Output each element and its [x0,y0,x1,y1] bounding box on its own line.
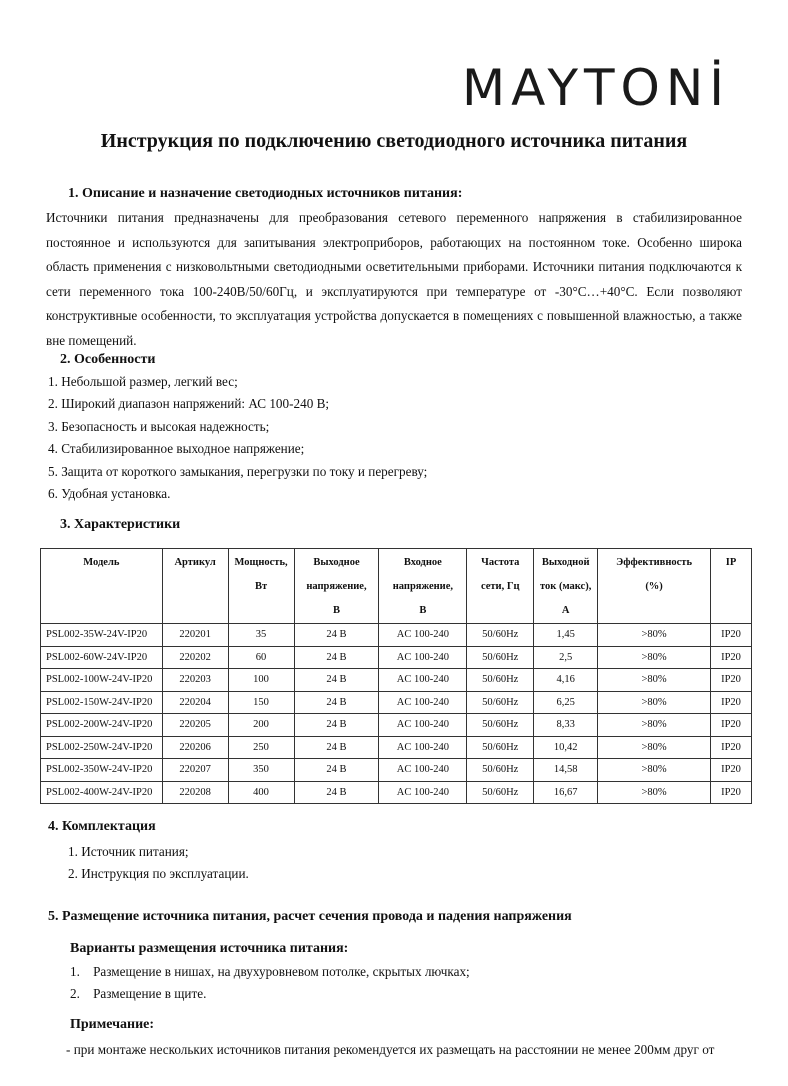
column-header-line: напряжение, [392,581,453,592]
table-cell: PSL002-150W-24V-IP20 [41,691,163,714]
table-cell: 60 [228,646,294,669]
section-1-heading: 1. Описание и назначение светодиодных источников питания: [68,186,463,201]
section-2-heading: 2. Особенности [60,352,156,367]
section-3-heading: 3. Характеристики [60,517,181,532]
column-header-line: ток (макс), [540,581,592,592]
table-row [41,624,752,647]
column-header [41,549,163,624]
column-header-line: сети, Гц [480,581,520,592]
table-cell: AC 100-240 [379,714,467,737]
column-header-line: Эффективность [616,557,693,568]
table-cell: AC 100-240 [379,736,467,759]
table-cell: 50/60Hz [467,669,534,692]
column-header-line: В [419,605,427,616]
table-cell: IP20 [711,714,752,737]
table-cell: >80% [598,691,711,714]
table-cell: 50/60Hz [467,646,534,669]
note-text: - при монтаже нескольких источников питания рекомендуется их размещать на расстоянии не менее 200мм друг от [66,1042,715,1057]
table-cell: PSL002-350W-24V-IP20 [41,759,163,782]
table-cell: PSL002-400W-24V-IP20 [41,781,163,804]
column-header-line: (%) [645,581,663,592]
list-item: 1. Небольшой размер, легкий вес; [48,374,238,389]
table-cell: 1,45 [534,624,598,647]
section-1-text: Источники питания предназначены для преобразования сетевого переменного напряжения в стабилизированное постоянное и используются для запитывания электроприборов, работающих на постоянном токе. Особенно широка область применения с низковольтными светодиодными осветительными приборами. Источники питания подключаются к сети переменного тока 100-240В/50/60Гц, и эксплуатируются при температуре от -30°С…+40°С. Если позволяют конструктивные особенности, то эксплуатация устройства допускается в помещениях с повышенной влажностью, а также вне помещений. [46,210,742,348]
table-cell: 350 [228,759,294,782]
table-row [41,781,752,804]
table-cell: IP20 [711,669,752,692]
table-cell: AC 100-240 [379,691,467,714]
table-cell: 24 В [294,714,379,737]
table-cell: AC 100-240 [379,624,467,647]
column-header [467,549,534,624]
list-item: 1. Размещение в нишах, на двухуровневом потолке, скрытых лючках; [70,964,470,979]
placement-subheading: Варианты размещения источника питания: [70,941,349,956]
table-cell: 24 В [294,759,379,782]
table-cell: 14,58 [534,759,598,782]
list-item: 2. Инструкция по эксплуатации. [68,866,249,882]
table-cell: AC 100-240 [379,781,467,804]
column-header-line: Вт [254,581,268,592]
features-list [48,371,427,505]
table-cell: 220208 [162,781,228,804]
section-4-heading: 4. Комплектация [48,819,156,834]
column-header-line: Выходной [541,557,590,568]
column-header-line: Выходное [313,557,360,568]
table-cell: 150 [228,691,294,714]
table-cell: 10,42 [534,736,598,759]
table-row [41,669,752,692]
table-cell: 4,16 [534,669,598,692]
table-cell: PSL002-35W-24V-IP20 [41,624,163,647]
list-item: 3. Безопасность и высокая надежность; [48,418,270,434]
table-cell: PSL002-100W-24V-IP20 [41,669,163,692]
list-item: 2. Широкий диапазон напряжений: АС 100-240 В; [48,396,330,412]
column-header-line: Частота [481,557,520,568]
table-cell: 100 [228,669,294,692]
table-cell: 2,5 [534,646,598,669]
page-title: Инструкция по подключению светодиодного источника питания [100,130,688,152]
table-cell: 220202 [162,646,228,669]
table-cell: 220205 [162,714,228,737]
table-cell: 50/60Hz [467,759,534,782]
column-header-line: Артикул [174,557,216,568]
table-cell: PSL002-60W-24V-IP20 [41,646,163,669]
column-header-line: Модель [83,557,120,568]
table-cell: >80% [598,646,711,669]
table-cell: AC 100-240 [379,759,467,782]
table-cell: 50/60Hz [467,624,534,647]
column-header [598,549,711,624]
table-cell: 16,67 [534,781,598,804]
specs-table [40,548,752,804]
column-header-line: IP [725,557,737,568]
table-cell: 250 [228,736,294,759]
table-row [41,759,752,782]
table-cell: 35 [228,624,294,647]
table-cell: 24 В [294,646,379,669]
table-cell: >80% [598,759,711,782]
list-item: 4. Стабилизированное выходное напряжение; [48,441,305,457]
table-cell: IP20 [711,781,752,804]
table-cell: PSL002-250W-24V-IP20 [41,736,163,759]
table-cell: 24 В [294,691,379,714]
table-cell: PSL002-200W-24V-IP20 [41,714,163,737]
table-cell: 50/60Hz [467,691,534,714]
table-cell: 50/60Hz [467,736,534,759]
table-cell: >80% [598,736,711,759]
contents-list [68,841,249,886]
column-header-line: Мощность, [234,557,288,568]
table-cell: 50/60Hz [467,781,534,804]
table-cell: IP20 [711,736,752,759]
list-item: 6. Удобная установка. [48,486,171,502]
table-row [41,691,752,714]
table-cell: 220203 [162,669,228,692]
note-heading: Примечание: [70,1017,155,1032]
list-item: 5. Защита от короткого замыкания, перегрузки по току и перегреву; [48,463,428,479]
table-cell: AC 100-240 [379,669,467,692]
placement-list [70,961,470,1006]
table-cell: 6,25 [534,691,598,714]
column-header-line: А [561,605,570,616]
table-row [41,646,752,669]
section-5-heading: 5. Размещение источника питания, расчет сечения провода и падения напряжения [48,909,572,924]
table-row [41,714,752,737]
maytoni-logo: MAYTONİ [462,59,731,117]
table-cell: 8,33 [534,714,598,737]
list-item: 1. Источник питания; [68,844,189,859]
column-header [294,549,379,624]
column-header [228,549,294,624]
column-header [534,549,598,624]
table-cell: >80% [598,781,711,804]
column-header [711,549,752,624]
table-row [41,736,752,759]
column-header-line: напряжение, [306,581,367,592]
table-cell: IP20 [711,691,752,714]
table-cell: 24 В [294,781,379,804]
table-cell: 220206 [162,736,228,759]
table-cell: IP20 [711,759,752,782]
column-header-line: В [332,605,340,616]
table-cell: 24 В [294,624,379,647]
table-cell: 400 [228,781,294,804]
table-cell: 220207 [162,759,228,782]
table-cell: >80% [598,624,711,647]
table-cell: >80% [598,714,711,737]
table-cell: 24 В [294,669,379,692]
table-cell: IP20 [711,646,752,669]
table-cell: 220204 [162,691,228,714]
table-cell: >80% [598,669,711,692]
list-item: 2. Размещение в щите. [70,986,207,1002]
table-cell: 24 В [294,736,379,759]
table-cell: IP20 [711,624,752,647]
table-cell: AC 100-240 [379,646,467,669]
table-cell: 50/60Hz [467,714,534,737]
table-cell: 220201 [162,624,228,647]
column-header [379,549,467,624]
column-header [162,549,228,624]
table-cell: 200 [228,714,294,737]
column-header-line: Входное [403,557,442,568]
